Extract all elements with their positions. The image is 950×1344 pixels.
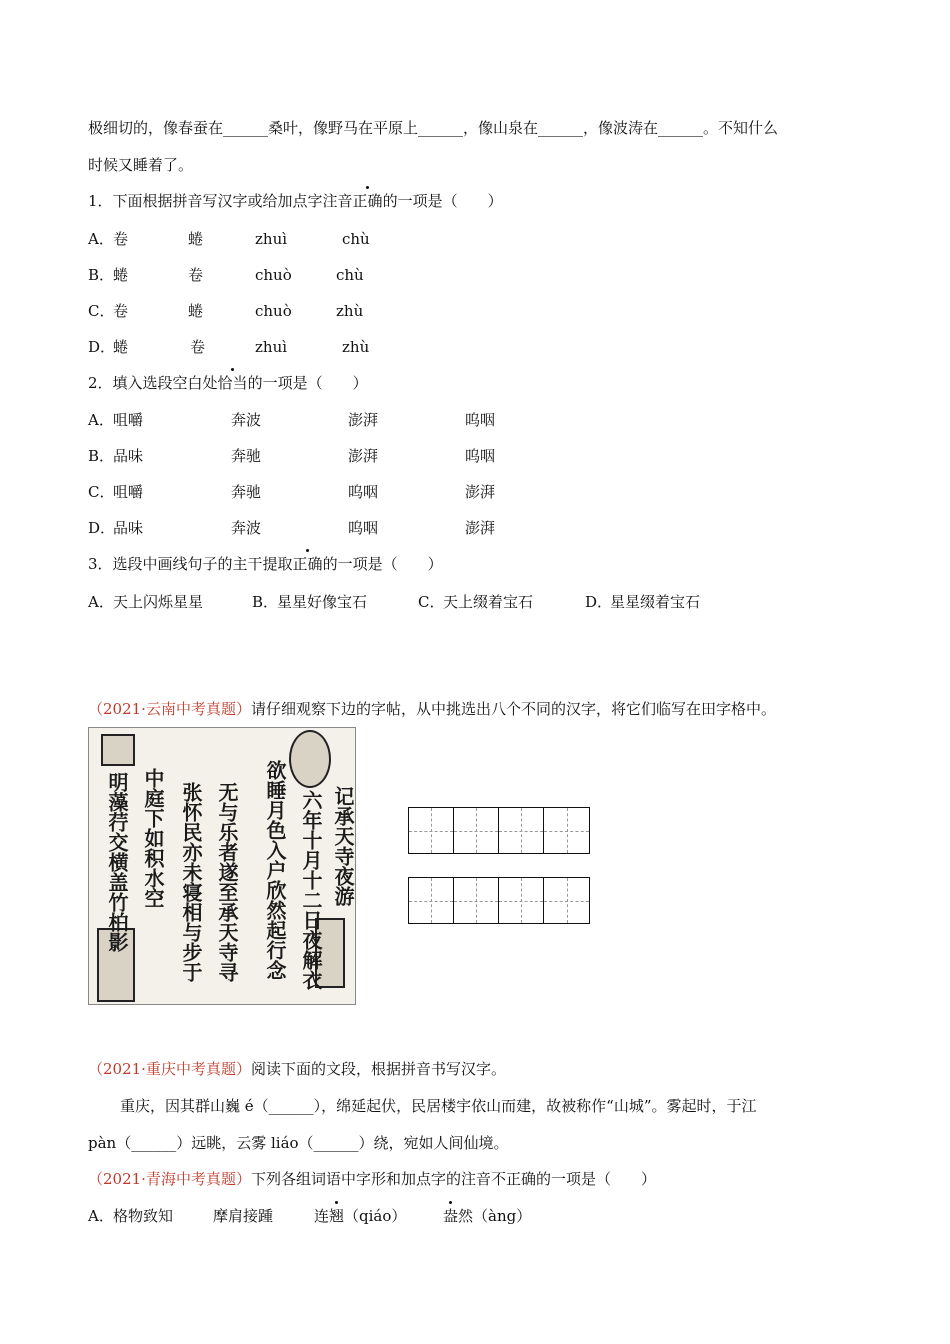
option-cell: chuò (255, 266, 292, 284)
question-3-post: 的一项是（ ） (322, 555, 443, 573)
option-cell: 蜷 (113, 338, 129, 356)
qinghai-source: （2021·青海中考真题） (88, 1170, 251, 1188)
option-cell: chù (342, 230, 370, 248)
option-cell: 奔波 (231, 519, 262, 537)
calligraphy-column: 欲睡月色入户欣然起行念 (263, 760, 287, 980)
option-label: C． (88, 302, 115, 320)
option-cell: 蜷 (188, 230, 204, 248)
tianzige-row-2[interactable] (408, 877, 590, 924)
option-cell: 呜咽 (465, 447, 496, 465)
dotted-char: 翘 (329, 1207, 345, 1225)
question-2 (88, 373, 368, 393)
seal-stamp (101, 734, 135, 766)
option-label: A． (88, 411, 114, 429)
option-cell: 蜷 (113, 266, 129, 284)
tianzige-cell[interactable] (544, 808, 589, 853)
tianzige-row-1[interactable] (408, 807, 590, 854)
option-label: A． (88, 230, 114, 248)
option-cell: 奔波 (231, 411, 262, 429)
calligraphy-column: 张怀民亦未寝相与步于 (179, 782, 203, 982)
option-cell: 奔驰 (231, 483, 262, 501)
qinghai-text: 下列各组词语中字形和加点字的注音不正确的一项是（ ） (250, 1170, 656, 1188)
question-3-dotted: 正确 (292, 555, 323, 573)
word-part: 然（àng） (458, 1207, 532, 1225)
option-word (443, 1206, 531, 1226)
chongqing-question (88, 1059, 506, 1079)
option-cell: 奔驰 (231, 447, 262, 465)
option-cell: 咀嚼 (113, 411, 144, 429)
option-cell: 澎湃 (348, 411, 379, 429)
option-text: 星星缀着宝石 (610, 593, 701, 611)
calligraphy-column: 明藻荇交横盖竹柏影 (105, 772, 129, 952)
option-label: C． (418, 593, 445, 611)
option-cell: 呜咽 (348, 483, 379, 501)
option-cell: 蜷 (188, 302, 204, 320)
option-cell: 卷 (113, 230, 129, 248)
option-label: D． (88, 338, 116, 356)
tianzige-cell[interactable] (499, 808, 544, 853)
option-label: C． (88, 483, 115, 501)
calligraphy-column: 记承天寺夜游 (331, 786, 355, 906)
tianzige-cell[interactable] (409, 878, 454, 923)
option-cell: 品味 (113, 519, 144, 537)
option-cell: chù (336, 266, 364, 284)
option-cell: chuò (255, 302, 292, 320)
yunnan-text: 请仔细观察下边的字帖，从中挑选出八个不同的汉字，将它们临写在田字格中。 (250, 700, 776, 718)
tianzige-cell[interactable] (409, 808, 454, 853)
option-cell: zhuì (255, 230, 288, 248)
option-text: 天上闪烁星星 (113, 593, 204, 611)
question-2-dotted: 恰当 (217, 374, 248, 392)
option-text: 天上缀着宝石 (443, 593, 534, 611)
yunnan-source: （2021·云南中考真题） (88, 700, 251, 718)
word-part: （qiáo） (344, 1207, 407, 1225)
option-cell: zhù (342, 338, 370, 356)
option-label: A． (88, 593, 114, 611)
option-word: 格物致知 (113, 1207, 174, 1225)
option-text: 星星好像宝石 (277, 593, 368, 611)
intro-line-1: 极细切的，像春蚕在______桑叶，像野马在平原上______，像山泉在______，像波涛在______。不知什么 (88, 119, 779, 137)
option-cell: zhuì (255, 338, 288, 356)
question-2-post: 的一项是（ ） (247, 374, 368, 392)
option-cell: 澎湃 (465, 519, 496, 537)
tianzige-cell[interactable] (499, 878, 544, 923)
question-2-pre: 2．填入选段空白处 (88, 374, 218, 392)
question-1 (88, 191, 503, 211)
chongqing-text: 阅读下面的文段，根据拼音书写汉字。 (250, 1060, 506, 1078)
option-cell: zhù (336, 302, 364, 320)
chongqing-paragraph-line-2: pàn（______）远眺，云雾 liáo（______）绕，宛如人间仙境。 (88, 1134, 509, 1152)
option-word (314, 1206, 406, 1226)
option-cell: 卷 (190, 338, 206, 356)
tianzige-cell[interactable] (544, 878, 589, 923)
question-3-pre: 3．选段中画线句子的主干提取 (88, 555, 293, 573)
option-label: B． (88, 447, 115, 465)
question-3 (88, 554, 443, 574)
option-label: B． (252, 593, 279, 611)
calligraphy-column: 中庭下如积水空 (141, 768, 165, 908)
option-cell: 澎湃 (348, 447, 379, 465)
question-1-post: 的一项是（ ） (382, 192, 503, 210)
question-1-dotted: 正确 (352, 192, 383, 210)
tianzige-cell[interactable] (454, 808, 499, 853)
calligraphy-image (88, 727, 356, 1005)
option-cell: 呜咽 (348, 519, 379, 537)
question-1-pre: 1．下面根据拼音写汉字或给加点字注音 (88, 192, 353, 210)
chongqing-source: （2021·重庆中考真题） (88, 1060, 251, 1078)
chongqing-paragraph-line-1: 重庆，因其群山巍 é（______），绵延起伏，民居楼宇依山而建，故被称作“山城”。雾起时，于江 (120, 1097, 757, 1115)
option-label: D． (585, 593, 613, 611)
option-label: B． (88, 266, 115, 284)
seal-stamp (289, 730, 331, 788)
option-label: D． (88, 519, 116, 537)
option-cell: 品味 (113, 447, 144, 465)
option-label: A． (88, 1207, 114, 1225)
option-cell: 卷 (113, 302, 129, 320)
dotted-char: 盎 (443, 1207, 459, 1225)
word-part: 连 (314, 1207, 330, 1225)
option-cell: 澎湃 (465, 483, 496, 501)
option-cell: 卷 (188, 266, 204, 284)
option-cell: 咀嚼 (113, 483, 144, 501)
option-word: 摩肩接踵 (213, 1207, 274, 1225)
tianzige-cell[interactable] (454, 878, 499, 923)
qinghai-question (88, 1169, 656, 1189)
calligraphy-column: 六年十月十二日夜解衣 (299, 790, 323, 990)
yunnan-question (88, 699, 776, 719)
intro-line-2: 时候又睡着了。 (88, 156, 194, 174)
calligraphy-column: 无与乐者遂至承天寺寻 (215, 782, 239, 982)
option-cell: 呜咽 (465, 411, 496, 429)
